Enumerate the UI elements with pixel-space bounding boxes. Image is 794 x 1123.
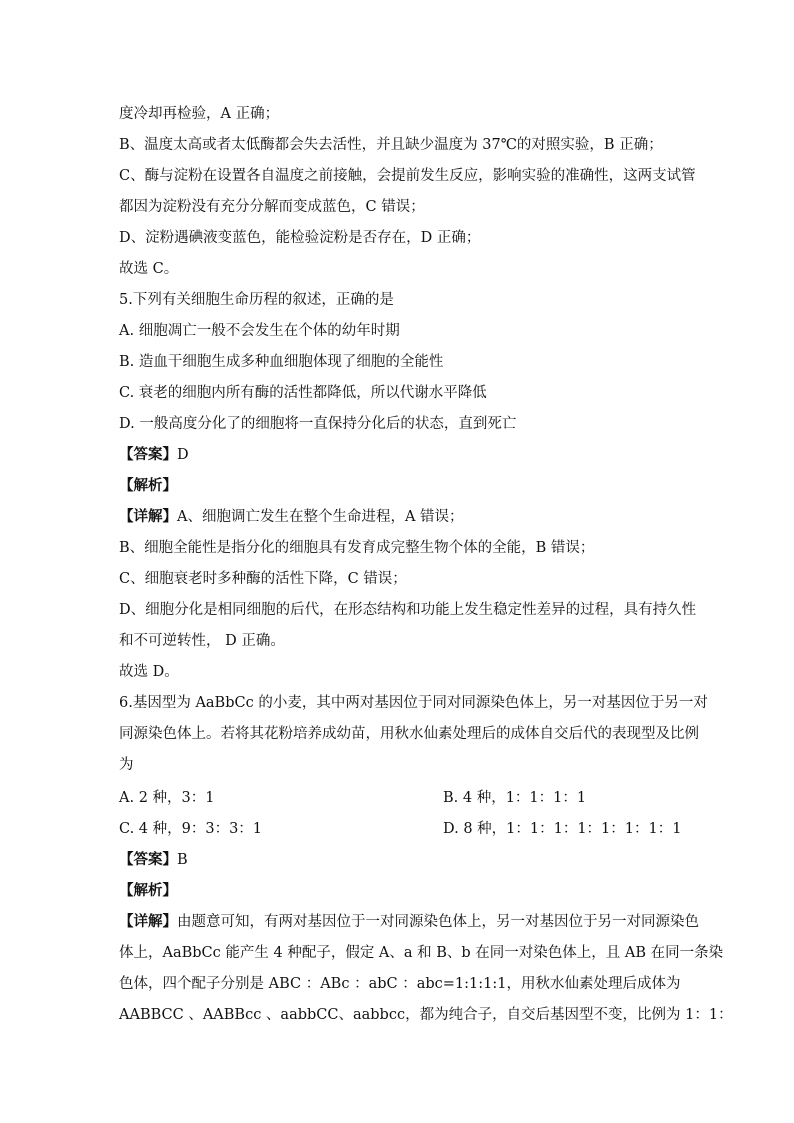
- detail-tag: 【详解】: [119, 913, 177, 930]
- answer-tag: 【答案】: [119, 446, 177, 463]
- detail-text: 由题意可知，有两对基因位于一对同源染色体上，另一对基因位于另一对同源染色: [177, 914, 699, 930]
- answer-tag: 【答案】: [119, 851, 177, 868]
- answer-line-6: [119, 850, 188, 870]
- question-6-option-b: B. 4 种，1：1：1：1: [443, 790, 587, 806]
- question-6-option-d: D. 8 种，1：1：1：1：1：1：1：1: [443, 821, 682, 837]
- text-line: B、细胞全能性是指分化的细胞具有发育成完整生物个体的全能，B 错误；: [119, 540, 595, 556]
- answer-line-5: [119, 445, 189, 465]
- text-line: 都因为淀粉没有充分分解而变成蓝色，C 错误；: [119, 199, 425, 215]
- question-5-option-b: B. 造血干细胞生成多种血细胞体现了细胞的全能性: [119, 354, 444, 370]
- text-line: 故选 D。: [119, 664, 179, 680]
- answer-value: D: [177, 447, 189, 463]
- text-line: B、温度太高或者太低酶都会失去活性，并且缺少温度为 37℃的对照实验，B 正确；: [119, 137, 663, 153]
- question-5-option-c: C. 衰老的细胞内所有酶的活性都降低，所以代谢水平降低: [119, 385, 487, 401]
- text-line: C、酶与淀粉在设置各自温度之前接触，会提前发生反应，影响实验的准确性，这两支试管: [119, 168, 696, 184]
- question-5-option-d: D. 一般高度分化了的细胞将一直保持分化后的状态，直到死亡: [119, 416, 517, 432]
- detail-tag: 【详解】: [119, 508, 177, 525]
- detail-line-6: [119, 912, 699, 932]
- text-line: 体上，AaBbCc 能产生 4 种配子，假定 A、a 和 B、b 在同一对染色体上，且 AB 在同一条染: [119, 945, 724, 961]
- analysis-line-6: [119, 881, 177, 901]
- text-line: 故选 C。: [119, 261, 179, 277]
- analysis-tag: 【解析】: [119, 882, 177, 899]
- text-line: AABBCC 、AABBcc 、aabbCC、aabbcc，都为纯合子，自交后基因型不变，比例为 1：1：: [119, 1007, 733, 1023]
- question-6-stem: 6.基因型为 AaBbCc 的小麦，其中两对基因位于同对同源染色体上，另一对基因位于另一对: [119, 695, 708, 711]
- question-6-option-c: C. 4 种，9：3：3：1: [119, 821, 263, 837]
- analysis-tag: 【解析】: [119, 477, 177, 494]
- question-6-stem-end: 为: [119, 757, 134, 773]
- text-line: 和不可逆转性， D 正确。: [119, 633, 285, 649]
- text-line: D、细胞分化是相同细胞的后代，在形态结构和功能上发生稳定性差异的过程，具有持久性: [119, 602, 697, 618]
- text-line: C、细胞衰老时多种酶的活性下降，C 错误；: [119, 571, 407, 587]
- question-6-stem-cont: 同源染色体上。若将其花粉培养成幼苗，用秋水仙素处理后的成体自交后代的表现型及比例: [119, 726, 699, 742]
- text-line: 色体，四个配子分别是 ABC ：ABc ：abC ：abc=1:1:1:1，用秋水仙素处理后成体为: [119, 976, 681, 992]
- question-5-option-a: A. 细胞凋亡一般不会发生在个体的幼年时期: [119, 323, 400, 339]
- detail-line-5: [119, 507, 464, 527]
- question-5-stem: 5.下列有关细胞生命历程的叙述，正确的是: [119, 292, 394, 308]
- detail-text: A、细胞调亡发生在整个生命进程，A 错误；: [177, 509, 464, 525]
- analysis-line-5: [119, 476, 177, 496]
- answer-value: B: [177, 852, 188, 868]
- text-line: 度冷却再检验，A 正确；: [119, 106, 280, 122]
- question-6-option-a: A. 2 种，3：1: [119, 790, 215, 806]
- text-line: D、淀粉遇碘液变蓝色，能检验淀粉是否存在，D 正确；: [119, 230, 481, 246]
